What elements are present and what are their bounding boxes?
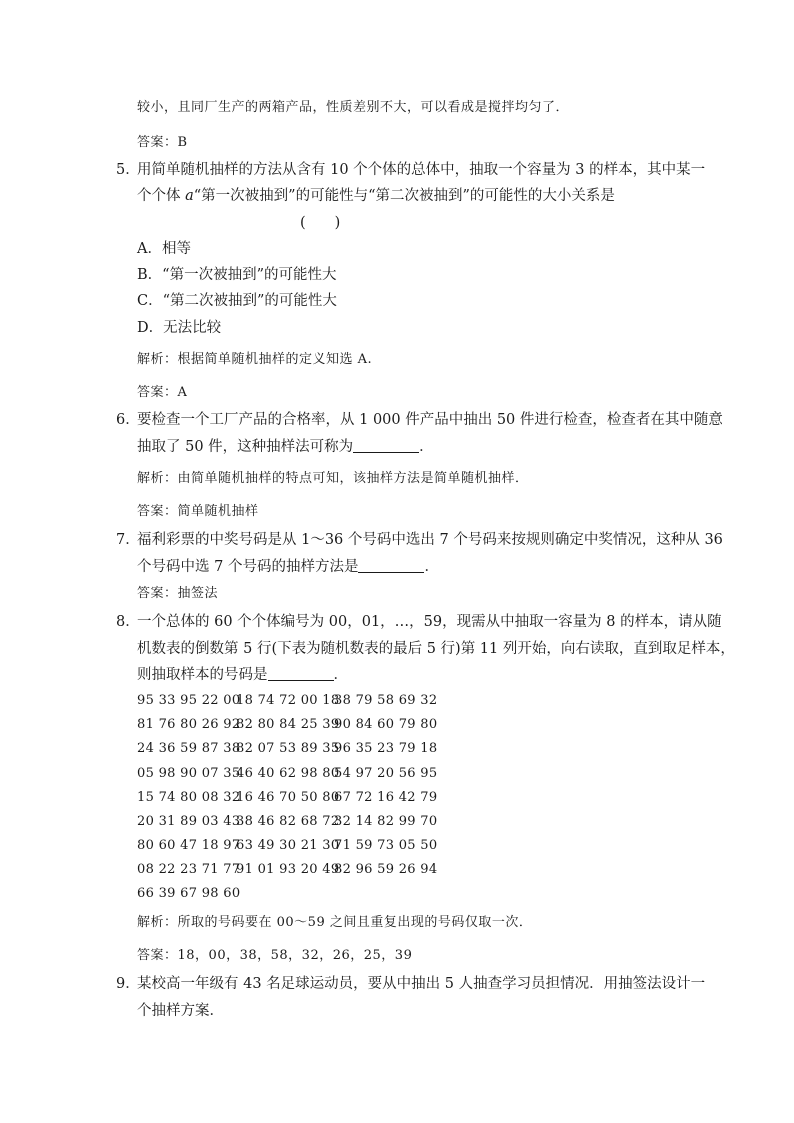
q8-answer: 答案：18，00，38，58，32，26，25，39 bbox=[137, 948, 413, 963]
q9-number: 9． bbox=[116, 976, 140, 992]
table-cell: 38 79 58 69 32 bbox=[334, 693, 438, 708]
table-cell: 67 72 16 42 79 bbox=[334, 790, 438, 805]
table-cell: 82 07 53 89 35 bbox=[236, 741, 340, 756]
q5-option-b: B．“第一次被抽到”的可能性大 bbox=[137, 267, 337, 283]
q5-variable-a: a bbox=[185, 188, 194, 204]
q7-number: 7． bbox=[116, 532, 140, 548]
q5-line2 bbox=[137, 186, 615, 206]
table-cell: 91 01 93 20 49 bbox=[236, 862, 340, 877]
q7-line2-text: 个号码中选 7 个号码的抽样方法是 bbox=[137, 559, 359, 575]
q7-line2 bbox=[137, 557, 439, 577]
q8-line3-end: ． bbox=[333, 667, 348, 683]
table-cell: 24 36 59 87 38 bbox=[137, 741, 241, 756]
q8-line1: 一个总体的 60 个个体编号为 00，01，…，59，现需从中抽取一容量为 8 的样本，请从随 bbox=[137, 614, 722, 630]
table-cell: 95 33 95 22 00 bbox=[137, 693, 241, 708]
q6-fill-blank bbox=[353, 438, 419, 453]
table-cell: 05 98 90 07 35 bbox=[137, 766, 241, 781]
q5-answer: 答案：A bbox=[137, 385, 188, 400]
table-cell: 71 59 73 05 50 bbox=[334, 838, 438, 853]
q6-answer: 答案：简单随机抽样 bbox=[137, 504, 259, 519]
q5-option-c: C．“第二次被抽到”的可能性大 bbox=[137, 293, 337, 309]
q6-number: 6． bbox=[116, 412, 140, 428]
intro-text: 较小，且同厂生产的两箱产品，性质差别不大，可以看成是搅拌均匀了． bbox=[137, 100, 570, 115]
q8-line2: 机数表的倒数第 5 行(下表为随机数表的最后 5 行)第 11 列开始，向右读取，直到取足样本， bbox=[137, 641, 735, 657]
q5-option-d: D．无法比较 bbox=[137, 320, 222, 336]
table-cell: 81 76 80 26 92 bbox=[137, 717, 241, 732]
q7-answer: 答案：抽签法 bbox=[137, 586, 219, 601]
table-cell: 63 49 30 21 30 bbox=[236, 838, 340, 853]
q8-fill-blank bbox=[268, 666, 334, 681]
q5-option-a: A．相等 bbox=[137, 241, 191, 257]
table-cell: 66 39 67 98 60 bbox=[137, 886, 241, 901]
q9-line1: 某校高一年级有 43 名足球运动员，要从中抽出 5 人抽查学习员担情况．用抽签法设计一 bbox=[137, 976, 706, 992]
table-cell: 20 31 89 03 43 bbox=[137, 814, 241, 829]
table-cell: 38 46 82 68 72 bbox=[236, 814, 340, 829]
table-cell: 32 14 82 99 70 bbox=[334, 814, 438, 829]
q5-number: 5． bbox=[116, 162, 140, 178]
table-cell: 80 60 47 18 97 bbox=[137, 838, 241, 853]
q6-line2-text: 抽取了 50 件，这种抽样法可称为 bbox=[137, 439, 354, 455]
q8-line3 bbox=[137, 665, 348, 685]
table-cell: 54 97 20 56 95 bbox=[334, 766, 438, 781]
table-cell: 46 40 62 98 80 bbox=[236, 766, 340, 781]
q6-line2 bbox=[137, 437, 434, 457]
table-cell: 16 46 70 50 80 bbox=[236, 790, 340, 805]
table-cell: 18 74 72 00 18 bbox=[236, 693, 340, 708]
table-cell: 90 84 60 79 80 bbox=[334, 717, 438, 732]
q7-line2-end: ． bbox=[424, 559, 439, 575]
table-cell: 82 80 84 25 39 bbox=[236, 717, 340, 732]
q7-line1: 福利彩票的中奖号码是从 1～36 个号码中选出 7 个号码来按规则确定中奖情况，这种从 36 bbox=[137, 532, 723, 548]
q5-line2-prefix: 个个体 bbox=[137, 188, 186, 204]
q9-line2: 个抽样方案． bbox=[137, 1003, 224, 1019]
table-cell: 96 35 23 79 18 bbox=[334, 741, 438, 756]
q5-line1: 用简单随机抽样的方法从含有 10 个个体的总体中，抽取一个容量为 3 的样本，其中某一 bbox=[137, 162, 706, 178]
table-cell: 08 22 23 71 77 bbox=[137, 862, 241, 877]
q8-number: 8． bbox=[116, 614, 140, 630]
intro-answer: 答案：B bbox=[137, 135, 188, 150]
q8-line3-text: 则抽取样本的号码是 bbox=[137, 667, 268, 683]
q5-analysis: 解析：根据简单随机抽样的定义知选 A. bbox=[137, 352, 373, 367]
q5-line2-rest: “第一次被抽到”的可能性与“第二次被抽到”的可能性的大小关系是 bbox=[193, 188, 615, 204]
q7-fill-blank bbox=[358, 558, 424, 573]
q6-line1: 要检查一个工厂产品的合格率，从 1 000 件产品中抽出 50 件进行检查，检查者在其中随意 bbox=[137, 412, 723, 428]
q8-analysis: 解析：所取的号码要在 00～59 之间且重复出现的号码仅取一次． bbox=[137, 915, 533, 930]
table-cell: 15 74 80 08 32 bbox=[137, 790, 241, 805]
table-cell: 82 96 59 26 94 bbox=[334, 862, 438, 877]
q6-line2-end: ． bbox=[419, 439, 434, 455]
q6-analysis: 解析：由简单随机抽样的特点可知，该抽样方法是简单随机抽样． bbox=[137, 471, 529, 486]
q5-answer-paren: ( ) bbox=[300, 215, 341, 231]
